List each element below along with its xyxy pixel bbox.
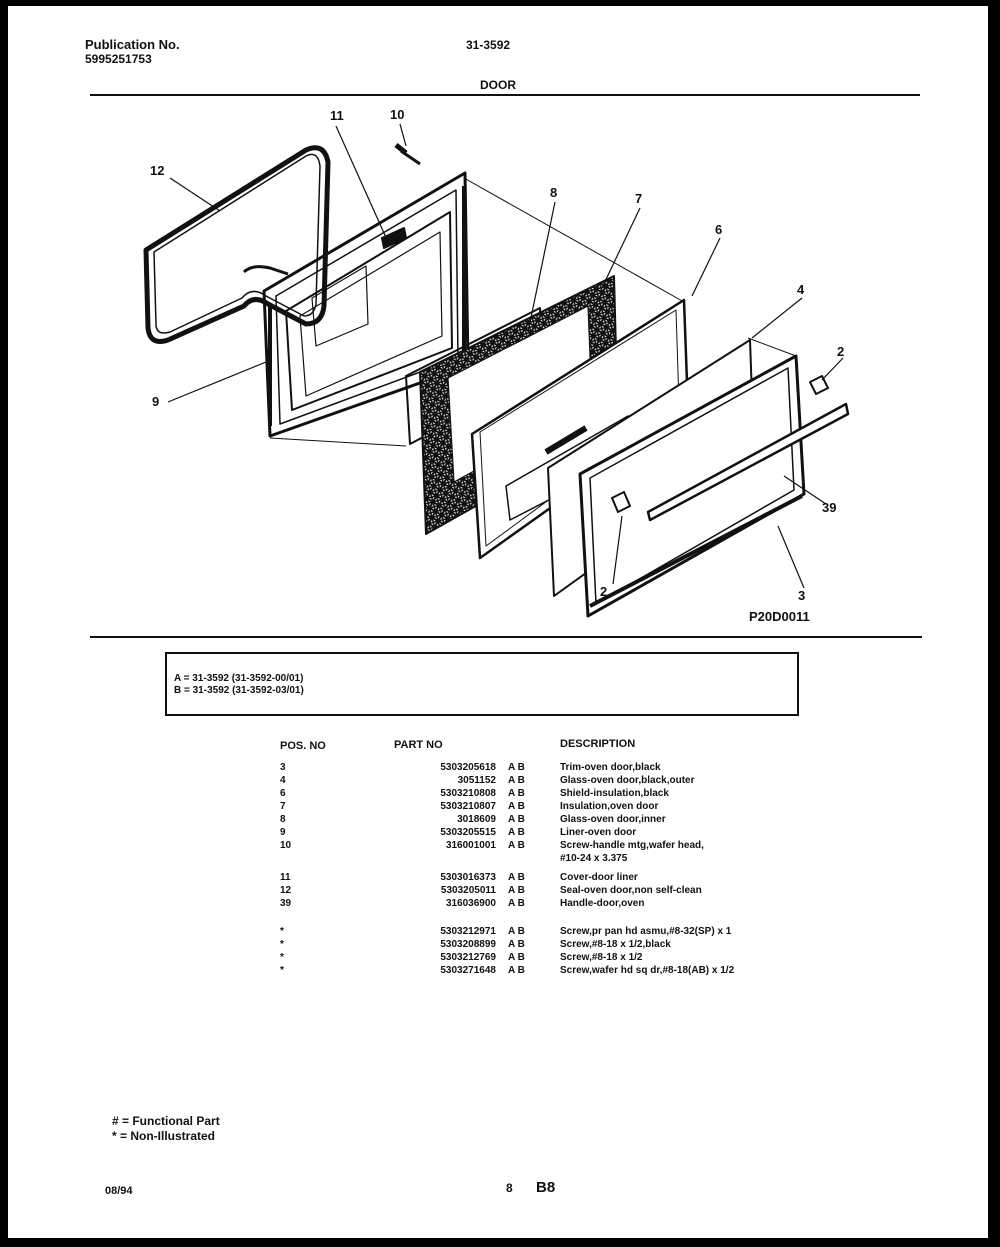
row-desc: Shield-insulation,black: [560, 788, 669, 799]
row-models: A B: [508, 840, 525, 851]
table-row: [8, 872, 988, 885]
row-desc: Screw,pr pan hd asmu,#8-32(SP) x 1: [560, 926, 732, 937]
row-part: 5303212971: [440, 926, 496, 937]
legend-non-illustrated: * = Non-Illustrated: [112, 1129, 216, 1143]
callout-12: 12: [150, 163, 165, 178]
row-pos: 10: [280, 840, 292, 851]
row-desc: Trim-oven door,black: [560, 762, 661, 773]
callout-4: 4: [797, 282, 805, 297]
table-row: [8, 965, 988, 978]
row-pos: 6: [280, 788, 286, 799]
row-models: A B: [508, 872, 525, 883]
model-key-b: B = 31-3592 (31-3592-03/01): [174, 685, 304, 696]
row-models: A B: [508, 965, 525, 976]
row-desc: Screw-handle mtg,wafer head,: [560, 840, 704, 851]
row-part: 5303271648: [440, 965, 496, 976]
row-pos: 12: [280, 885, 292, 896]
publication-number: 5995251753: [85, 52, 152, 66]
row-desc: Glass-oven door,black,outer: [560, 775, 695, 786]
publication-label: Publication No.: [85, 37, 180, 52]
col-header-desc: DESCRIPTION: [560, 738, 636, 750]
row-part: 5303205011: [440, 885, 496, 896]
model-number: 31-3592: [466, 38, 511, 52]
row-models: A B: [508, 926, 525, 937]
row-desc: Screw,#8-18 x 1/2,black: [560, 939, 671, 950]
table-row-continuation: [8, 853, 988, 866]
row-desc: Cover-door liner: [560, 872, 638, 883]
handle-screw-part: [396, 145, 420, 164]
row-pos: *: [280, 952, 284, 963]
callout-8: 8: [550, 185, 558, 200]
row-pos: 4: [280, 775, 286, 786]
row-desc: Seal-oven door,non self-clean: [560, 885, 702, 896]
model-key-box: [165, 652, 799, 716]
callout-2-upper: 2: [837, 344, 845, 359]
table-row: [8, 840, 988, 853]
row-desc: Handle-door,oven: [560, 898, 645, 909]
table-row: [8, 814, 988, 827]
row-part: 316036900: [445, 898, 496, 909]
row-models: A B: [508, 952, 525, 963]
table-row: [8, 939, 988, 952]
row-part: 5303016373: [440, 872, 496, 883]
legend-functional: # = Functional Part: [112, 1114, 220, 1128]
exploded-door-diagram: [8, 6, 988, 646]
callout-3: 3: [798, 588, 806, 603]
row-pos: 7: [280, 801, 286, 812]
row-pos: *: [280, 965, 284, 976]
row-pos: 11: [280, 872, 291, 883]
row-pos: 3: [280, 762, 286, 773]
table-row: [8, 788, 988, 801]
row-desc: #10-24 x 3.375: [560, 853, 628, 864]
row-part: 316001001: [445, 840, 496, 851]
footer-page-code: B8: [536, 1179, 556, 1196]
row-models: A B: [508, 801, 525, 812]
row-desc: Liner-oven door: [560, 827, 637, 838]
row-part: 3051152: [457, 775, 496, 786]
table-row: [8, 926, 988, 939]
col-header-part: PART NO: [394, 739, 443, 751]
table-row: [8, 952, 988, 965]
row-part: 5303210808: [440, 788, 496, 799]
handle-cap-right-part: [810, 376, 828, 394]
table-row: [8, 762, 988, 775]
section-title: DOOR: [480, 78, 516, 92]
row-pos: *: [280, 939, 284, 950]
callout-39: 39: [822, 500, 837, 515]
row-desc: Screw,wafer hd sq dr,#8-18(AB) x 1/2: [560, 965, 735, 976]
row-pos: 9: [280, 827, 286, 838]
callout-9: 9: [152, 394, 160, 409]
row-part: 5303210807: [440, 801, 496, 812]
row-part: 3018609: [457, 814, 496, 825]
row-models: A B: [508, 827, 525, 838]
row-desc: Screw,#8-18 x 1/2: [560, 952, 643, 963]
callout-11: 11: [330, 108, 344, 123]
table-row: [8, 827, 988, 840]
callout-10: 10: [390, 107, 405, 122]
door-seal-part: [146, 148, 328, 342]
row-models: A B: [508, 762, 525, 773]
row-pos: 39: [280, 898, 292, 909]
row-models: A B: [508, 814, 525, 825]
footer-date: 08/94: [105, 1185, 133, 1197]
row-pos: 8: [280, 814, 286, 825]
row-part: 5303205618: [440, 762, 496, 773]
table-row: [8, 885, 988, 898]
row-part: 5303212769: [440, 952, 496, 963]
col-header-pos: POS. NO: [280, 740, 326, 752]
row-models: A B: [508, 898, 525, 909]
row-models: A B: [508, 885, 525, 896]
footer-page-number: 8: [506, 1181, 513, 1195]
figure-id: P20D0011: [749, 609, 810, 624]
table-row: [8, 898, 988, 911]
row-desc: Insulation,oven door: [560, 801, 659, 812]
table-row: [8, 801, 988, 814]
row-pos: *: [280, 926, 284, 937]
parts-sheet: [8, 6, 988, 1238]
row-part: 5303208899: [440, 939, 496, 950]
row-models: A B: [508, 775, 525, 786]
row-models: A B: [508, 788, 525, 799]
table-row: [8, 775, 988, 788]
callout-7: 7: [635, 191, 643, 206]
row-part: 5303205515: [440, 827, 496, 838]
diagram-rule: [90, 636, 922, 638]
row-desc: Glass-oven door,inner: [560, 814, 666, 825]
row-models: A B: [508, 939, 525, 950]
callout-2-lower: 2: [600, 584, 608, 599]
callout-6: 6: [715, 222, 723, 237]
model-key-a: A = 31-3592 (31-3592-00/01): [174, 673, 304, 684]
